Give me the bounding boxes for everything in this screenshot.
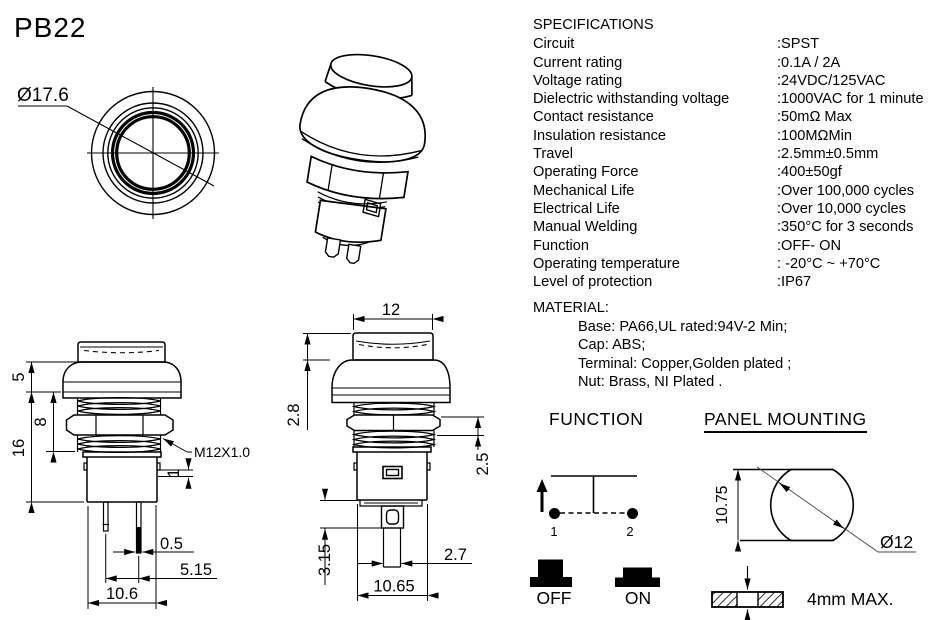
spec-label: Insulation resistance [533, 127, 667, 144]
spec-value: : -20°C ~ +70°C [777, 255, 881, 272]
dim-terminal-width: 2.7 [444, 546, 467, 564]
dimension-view-side [285, 301, 492, 601]
off-state-symbol [530, 560, 572, 588]
spec-label: Operating Force [533, 164, 639, 181]
spec-row [533, 72, 924, 90]
material-line: Base: PA66,UL rated:94V-2 Min; [578, 318, 788, 335]
panel-mounting-diagram [712, 467, 916, 620]
material-section [533, 299, 791, 392]
spec-row [533, 54, 924, 72]
spec-value: :100MΩMin [777, 127, 852, 144]
part-number-title: PB22 [14, 12, 87, 43]
panel-mounting-heading: PANEL MOUNTING [704, 409, 867, 433]
spec-value: :SPST [777, 36, 820, 53]
on-state-symbol [615, 568, 660, 588]
spec-label: Manual Welding [533, 219, 638, 236]
function-heading: FUNCTION [549, 409, 644, 429]
spec-value: :1000VAC for 1 minute [777, 91, 924, 108]
dim-below-flange: 16 [10, 438, 28, 458]
spec-row [533, 237, 924, 255]
material-heading: MATERIAL: [533, 300, 609, 316]
specifications-section [533, 16, 924, 291]
material-line: Nut: Brass, NI Plated . [578, 374, 723, 391]
front-view-drawing [17, 85, 219, 219]
spec-value: :2.5mm±0.5mm [777, 146, 879, 163]
off-label: OFF [536, 588, 572, 608]
spec-row [533, 182, 924, 200]
spec-value: :350°C for 3 seconds [777, 219, 914, 236]
dim-cap-protrusion: 2.8 [285, 403, 303, 427]
spec-label: Current rating [533, 54, 623, 71]
dim-body-width-front: 10.6 [105, 585, 139, 603]
spec-row [533, 273, 924, 291]
dim-cap-width: 12 [381, 301, 401, 319]
front-diameter-label: Ø17.6 [17, 85, 69, 106]
material-line: Cap: ABS; [578, 337, 646, 354]
spec-label: Dielectric withstanding voltage [533, 91, 730, 108]
dim-nut-thickness: 2.5 [474, 452, 492, 476]
dimension-view-front [10, 342, 250, 609]
spec-label: Function [533, 237, 589, 254]
dim-terminal-pitch: 5.15 [179, 561, 213, 579]
material-line: Terminal: Copper,Golden plated ; [578, 355, 792, 372]
on-label: ON [624, 588, 652, 608]
spec-row [533, 127, 924, 145]
spec-row [533, 108, 924, 126]
spec-value: :400±50gf [777, 164, 842, 181]
spec-label: Operating temperature [533, 255, 680, 272]
spec-row [533, 255, 924, 273]
spec-value: :Over 100,000 cycles [777, 182, 915, 199]
terminal-2-label: 2 [626, 524, 634, 539]
spec-value: :50mΩ Max [777, 109, 852, 126]
dim-dome-height: 5 [10, 372, 28, 382]
spec-row [533, 90, 924, 108]
dim-thread-length: 8 [32, 417, 50, 427]
spec-value: :24VDC/125VAC [777, 72, 886, 89]
spec-row [533, 163, 924, 181]
spec-value: :0.1A / 2A [777, 54, 841, 71]
cutout-diameter-label: Ø12 [880, 532, 914, 552]
spec-label: Travel [533, 146, 574, 163]
panel-cutout-shape [771, 470, 854, 541]
panel-thickness-label: 4mm MAX. [807, 589, 894, 609]
spec-label: Electrical Life [533, 200, 620, 217]
dim-body-width-side: 10.65 [373, 577, 415, 596]
spec-value: :Over 10,000 cycles [777, 200, 906, 217]
perspective-view-drawing [280, 46, 437, 271]
spec-row [533, 145, 924, 163]
thread-spec-label: M12X1.0 [194, 444, 251, 460]
spec-label: Level of protection [533, 274, 653, 291]
spec-label: Contact resistance [533, 109, 654, 126]
spec-row [533, 218, 924, 236]
spec-value: :OFF- ON [777, 237, 842, 254]
spec-label: Circuit [533, 36, 575, 53]
spec-label: Voltage rating [533, 72, 623, 89]
spec-value: :IP67 [777, 274, 812, 291]
spec-row [533, 200, 924, 218]
specifications-heading: SPECIFICATIONS [533, 17, 654, 33]
dim-terminal-thickness: 0.5 [160, 535, 183, 553]
spec-row [533, 35, 924, 53]
dim-terminal-hole-depth: 3.15 [316, 543, 334, 577]
function-diagram [530, 476, 660, 608]
cutout-height-label: 10.75 [714, 485, 731, 525]
spec-label: Mechanical Life [533, 182, 635, 199]
terminal-1-label: 1 [550, 524, 558, 539]
dim-step-height: 1 [165, 468, 183, 478]
